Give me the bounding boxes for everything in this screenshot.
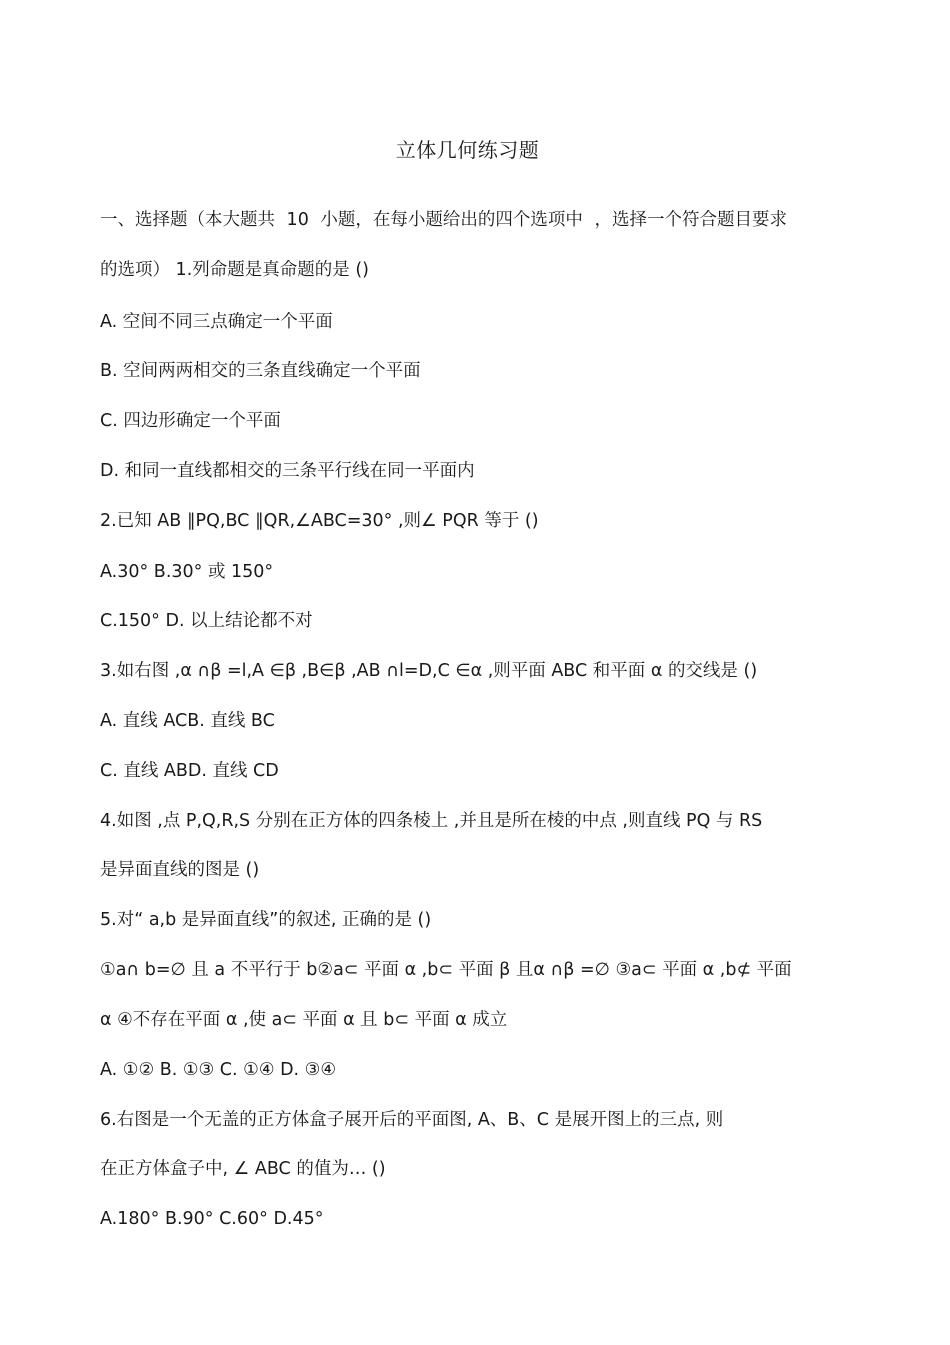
question-2-options-cd: C.150° D. 以上结论都不对 bbox=[100, 611, 313, 631]
question-6-stem: 6.右图是一个无盖的正方体盒子展开后的平面图, A、B、C 是展开图上的三点, 则 bbox=[100, 1110, 724, 1130]
page-title: 立体几何练习题 bbox=[395, 138, 540, 162]
question-5-statements-cont: α ④不存在平面 α ,使 a⊂ 平面 α 且 b⊂ 平面 α 成立 bbox=[100, 1010, 508, 1030]
question-5-stem: 5.对“ a,b 是异面直线”的叙述, 正确的是 () bbox=[100, 910, 432, 930]
question-4-stem: 4.如图 ,点 P,Q,R,S 分别在正方体的四条棱上 ,并且是所在棱的中点 ,则直线 PQ 与 RS bbox=[100, 811, 763, 831]
question-4-stem-cont: 是异面直线的图是 () bbox=[100, 860, 260, 880]
question-3-options-ab: A. 直线 ACB. 直线 BC bbox=[100, 711, 275, 731]
question-1-option-c: C. 四边形确定一个平面 bbox=[100, 411, 281, 431]
question-1-option-b: B. 空间两两相交的三条直线确定一个平面 bbox=[100, 361, 421, 381]
question-2-options-ab: A.30° B.30° 或 150° bbox=[100, 562, 274, 582]
question-5-options: A. ①② B. ①③ C. ①④ D. ③④ bbox=[100, 1060, 337, 1080]
question-6-stem-cont: 在正方体盒子中, ∠ ABC 的值为… () bbox=[100, 1159, 386, 1179]
question-5-statements: ①a∩ b=∅ 且 a 不平行于 b②a⊂ 平面 α ,b⊂ 平面 β 且α ∩β =∅ ③a⊂ 平面 α ,b⊄ 平面 bbox=[100, 960, 792, 980]
question-2-stem: 2.已知 AB ∥PQ,BC ∥QR,∠ABC=30° ,则∠ PQR 等于 () bbox=[100, 511, 539, 531]
question-3-stem: 3.如右图 ,α ∩β =l,A ∈β ,B∈β ,AB ∩l=D,C ∈α ,则平面 ABC 和平面 α 的交线是 () bbox=[100, 661, 758, 681]
section-heading: 一、选择题（本大题共 10 小题，在每小题给出的四个选项中 ，选择一个符合题目要求 bbox=[100, 210, 787, 230]
question-3-options-cd: C. 直线 ABD. 直线 CD bbox=[100, 761, 279, 781]
question-1-stem: 的选项） 1.列命题是真命题的是 () bbox=[100, 260, 369, 280]
question-1-option-d: D. 和同一直线都相交的三条平行线在同一平面内 bbox=[100, 461, 475, 481]
question-6-options: A.180° B.90° C.60° D.45° bbox=[100, 1209, 324, 1229]
question-1-option-a: A. 空间不同三点确定一个平面 bbox=[100, 312, 333, 332]
